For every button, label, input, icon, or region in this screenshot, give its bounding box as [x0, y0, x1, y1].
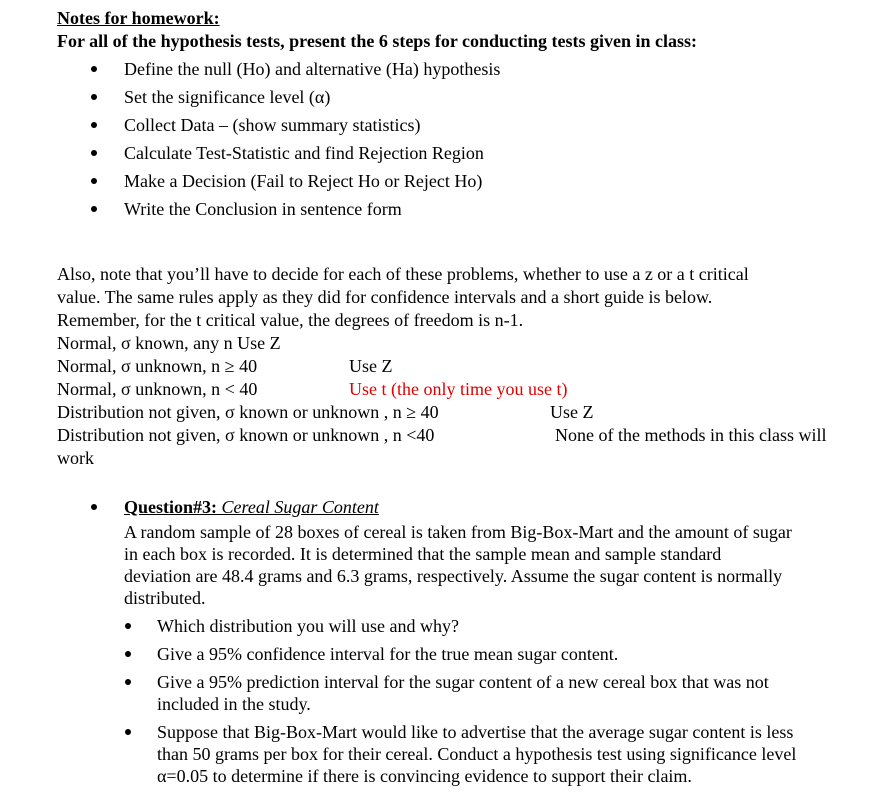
- question-heading: [124, 496, 379, 518]
- rule-condition: Normal, σ known, any n Use Z: [57, 333, 281, 353]
- bullet-icon: [91, 150, 97, 156]
- step-item: Write the Conclusion in sentence form: [124, 199, 402, 219]
- rule-result-highlight: Use t (the only time you use t): [349, 379, 568, 399]
- bullet-icon: [91, 66, 97, 72]
- bullet-icon: [91, 122, 97, 128]
- rule-result: Use Z: [550, 402, 594, 422]
- question-body-line: A random sample of 28 boxes of cereal is taken from Big-Box-Mart and the amount of sugar: [124, 522, 792, 542]
- rule-condition: Distribution not given, σ known or unknown , n ≥ 40: [57, 402, 439, 422]
- bullet-icon: [91, 206, 97, 212]
- bullet-icon: [125, 651, 131, 657]
- rule-wrap: work: [57, 448, 94, 468]
- rule-condition: Normal, σ unknown, n < 40: [57, 379, 258, 399]
- step-item: Collect Data – (show summary statistics): [124, 115, 421, 135]
- rule-condition: Normal, σ unknown, n ≥ 40: [57, 356, 258, 376]
- bullet-icon: [125, 729, 131, 735]
- question-part: Give a 95% confidence interval for the true mean sugar content.: [157, 644, 619, 664]
- rule-condition: Distribution not given, σ known or unknown , n <40: [57, 425, 435, 445]
- question-part-cont: α=0.05 to determine if there is convincing evidence to support their claim.: [157, 766, 692, 786]
- question-body-line: deviation are 48.4 grams and 6.3 grams, respectively. Assume the sugar content is normally: [124, 566, 783, 586]
- question-body-line: distributed.: [124, 588, 206, 608]
- rule-result: None of the methods in this class will: [555, 425, 827, 445]
- question-part-cont: than 50 grams per box for their cereal. Conduct a hypothesis test using significance level: [157, 744, 797, 764]
- bullet-icon: [91, 94, 97, 100]
- step-item: Define the null (Ho) and alternative (Ha) hypothesis: [124, 59, 501, 79]
- bullet-icon: [125, 623, 131, 629]
- rule-result: Use Z: [349, 356, 393, 376]
- question-part: Give a 95% prediction interval for the sugar content of a new cereal box that was not: [157, 672, 769, 692]
- question-part: Which distribution you will use and why?: [157, 616, 459, 636]
- notes-heading: Notes for homework:: [57, 8, 220, 28]
- question-title: Cereal Sugar Content: [221, 497, 379, 517]
- step-item: Make a Decision (Fail to Reject Ho or Reject Ho): [124, 171, 483, 191]
- step-item: Calculate Test-Statistic and find Rejection Region: [124, 143, 484, 163]
- bullet-icon: [125, 679, 131, 685]
- bullet-icon: [91, 178, 97, 184]
- guide-paragraph-line: Remember, for the t critical value, the degrees of freedom is n-1.: [57, 310, 524, 330]
- question-part-cont: included in the study.: [157, 694, 311, 714]
- question-label: Question#3:: [124, 497, 218, 517]
- guide-paragraph-line: value. The same rules apply as they did for confidence intervals and a short guide is below.: [57, 287, 713, 307]
- question-part: Suppose that Big-Box-Mart would like to advertise that the average sugar content is less: [157, 722, 794, 742]
- notes-intro: For all of the hypothesis tests, present the 6 steps for conducting tests given in class:: [57, 31, 697, 51]
- question-body-line: in each box is recorded. It is determined that the sample mean and sample standard: [124, 544, 722, 564]
- guide-paragraph-line: Also, note that you’ll have to decide for each of these problems, whether to use a z or a t critical: [57, 264, 749, 284]
- step-item: Set the significance level (α): [124, 87, 331, 107]
- bullet-icon: [91, 504, 97, 510]
